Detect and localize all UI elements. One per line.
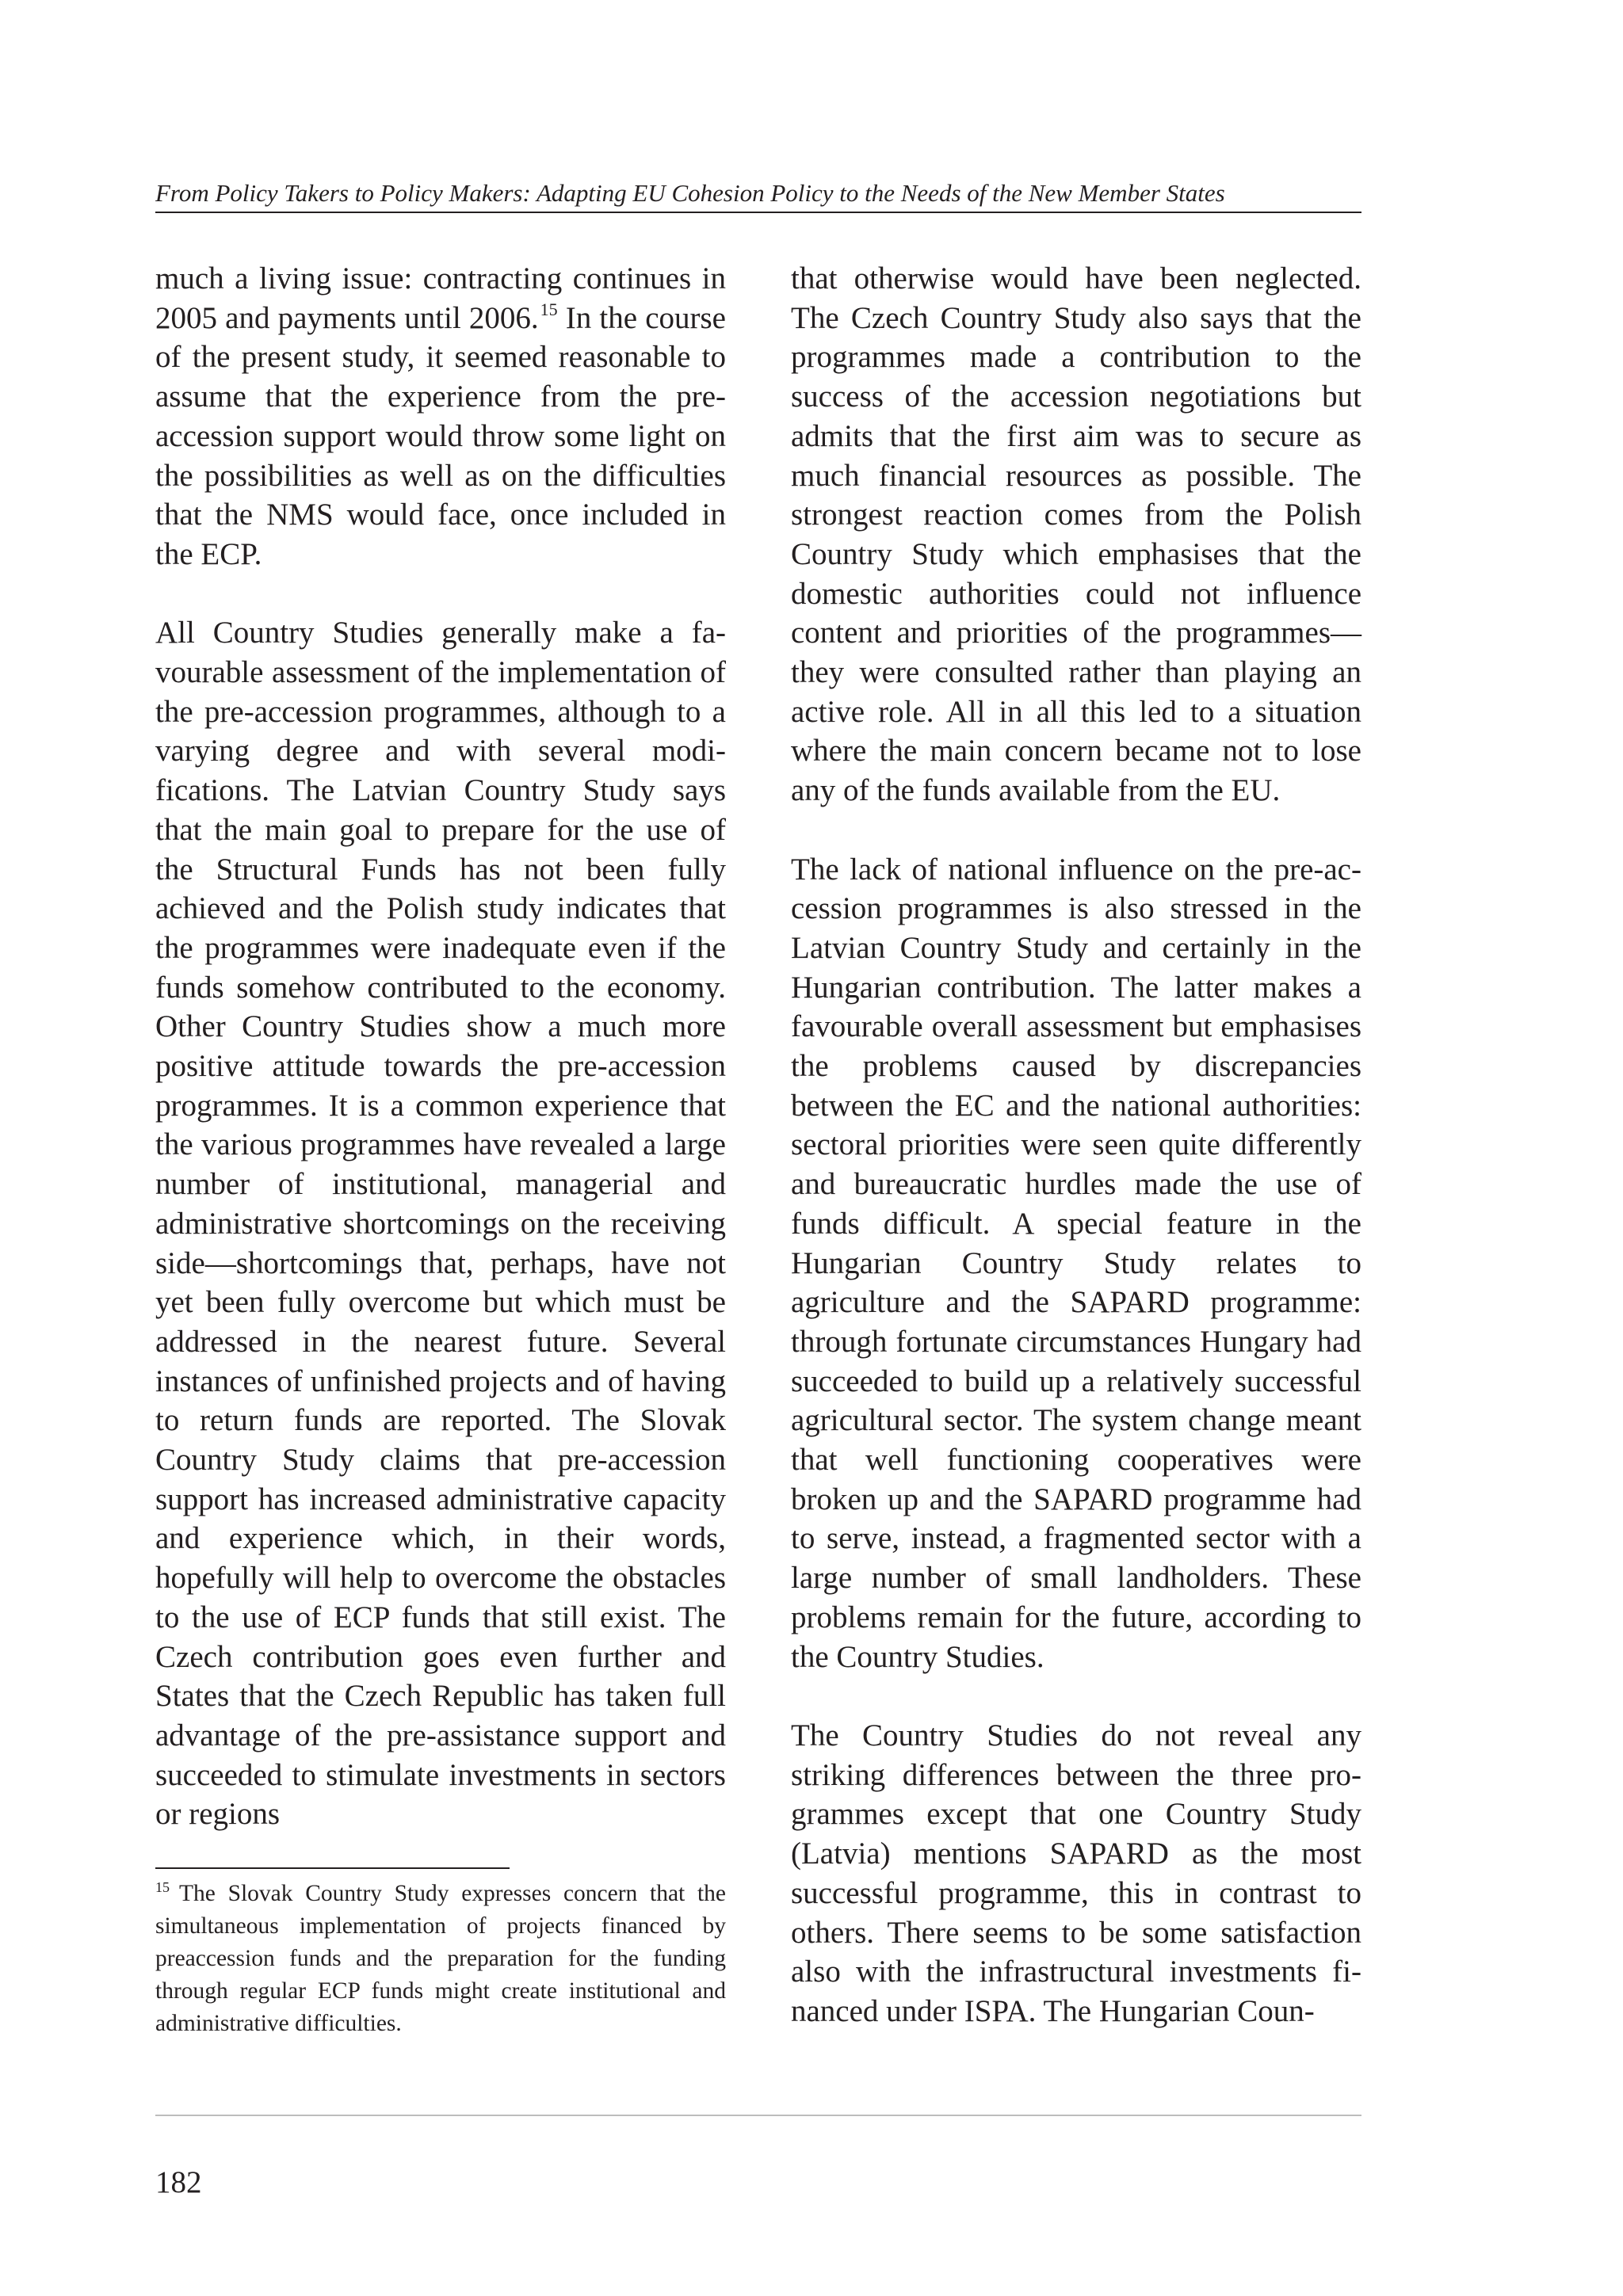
header-rule	[155, 212, 1361, 213]
right-paragraph-1: that otherwise would have been neglected. The Czech Country Study also says that the programmes made a contribution to the success of the accession negotiations but admits that the first aim was to secure as much financial resources as possible. The strongest reaction comes from the Polish Country Study which emphasises that the domestic authorities could not influence content and priorities of the programmes—they were consulted rather than playing an active role. All in all this led to a situation where the main concern became not to lose any of the funds available from the EU.	[791, 261, 1361, 808]
footnote-number: 15	[155, 1879, 170, 1895]
right-paragraph-3: The Country Studies do not reveal any striking differences between the three programmes except that one Country Study (Latvia) mentions SAPARD as the most successful programme, this in contrast to others. There seems to be some satisfaction also with the infrastructural investments financed under ISPA. The Hungarian Coun-	[791, 1718, 1361, 2028]
footnote-rule	[155, 1867, 510, 1869]
right-paragraph-2: The lack of national influence on the pre-accession programmes is also stressed in the Latvian Country Study and certainly in the Hungarian contribution. The latter makes a favourable overall assessment but emphasises the problems caused by discrepancies between the EC and the national authorities: sectoral priorities were seen quite differently and bureaucratic hurdles made the use of funds difficult. A special feature in the Hungarian Country Study relates to agriculture and the SAPARD programme: through fortunate circumstances Hungary had succeeded to build up a relatively successful agricultural sector. The system change meant that well functioning cooperatives were broken up and the SAPARD programme had to serve, instead, a fragmented sector with a large number of small landholders. These problems remain for the future, according to the Country Studies.	[791, 852, 1361, 1674]
footnote-reference[interactable]: 15	[540, 299, 558, 319]
left-paragraph-1-text-a: much a living issue: contracting continues in 2005 and payments until 2006.	[155, 261, 726, 335]
footnote	[155, 1878, 726, 2040]
left-paragraph-1	[155, 259, 726, 574]
right-column	[791, 259, 1361, 2031]
left-column	[155, 259, 726, 1834]
footer-rule	[155, 2115, 1361, 2116]
left-paragraph-1-text-b: In the course of the present study, it seemed reasonable to assume that the experience from the pre-accession support would throw some light on the possibilities as well as on the difficulties that the NMS would face, once included in the ECP.	[155, 300, 726, 571]
left-paragraph-2: All Country Studies generally make a favourable assessment of the implementation of the pre-accession programmes, although to a varying degree and with several modifications. The Latvian Country Study says that the main goal to prepare for the use of the Structural Funds has not been fully achieved and the Polish study indicates that the programmes were inadequate even if the funds somehow contributed to the economy. Other Country Studies show a much more positive attitude towards the pre-accession programmes. It is a common experience that the various programmes have revealed a large number of institutional, managerial and administrative shortcomings on the receiving side—shortcomings that, perhaps, have not yet been fully overcome but which must be addressed in the nearest future. Several instances of unfinished projects and of having to return funds are reported. The Slovak Country Study claims that pre-accession support has increased administrative capacity and experience which, in their words, hopefully will help to overcome the obstacles to the use of ECP funds that still exist. The Czech contribution goes even further and States that the Czech Republic has taken full advantage of the pre-assistance support and succeeded to stimulate investments in sectors or regions	[155, 616, 726, 1832]
footnote-text: The Slovak Country Study expresses concern that the simultaneous implementation of projects financed by preaccession funds and the preparation for the funding through regular ECP funds might create institutional and administrative difficulties.	[155, 1881, 726, 2036]
running-title: From Policy Takers to Policy Makers: Adapting EU Cohesion Policy to the Needs of the New Member States	[155, 179, 1225, 207]
page-number: 182	[155, 2165, 202, 2199]
